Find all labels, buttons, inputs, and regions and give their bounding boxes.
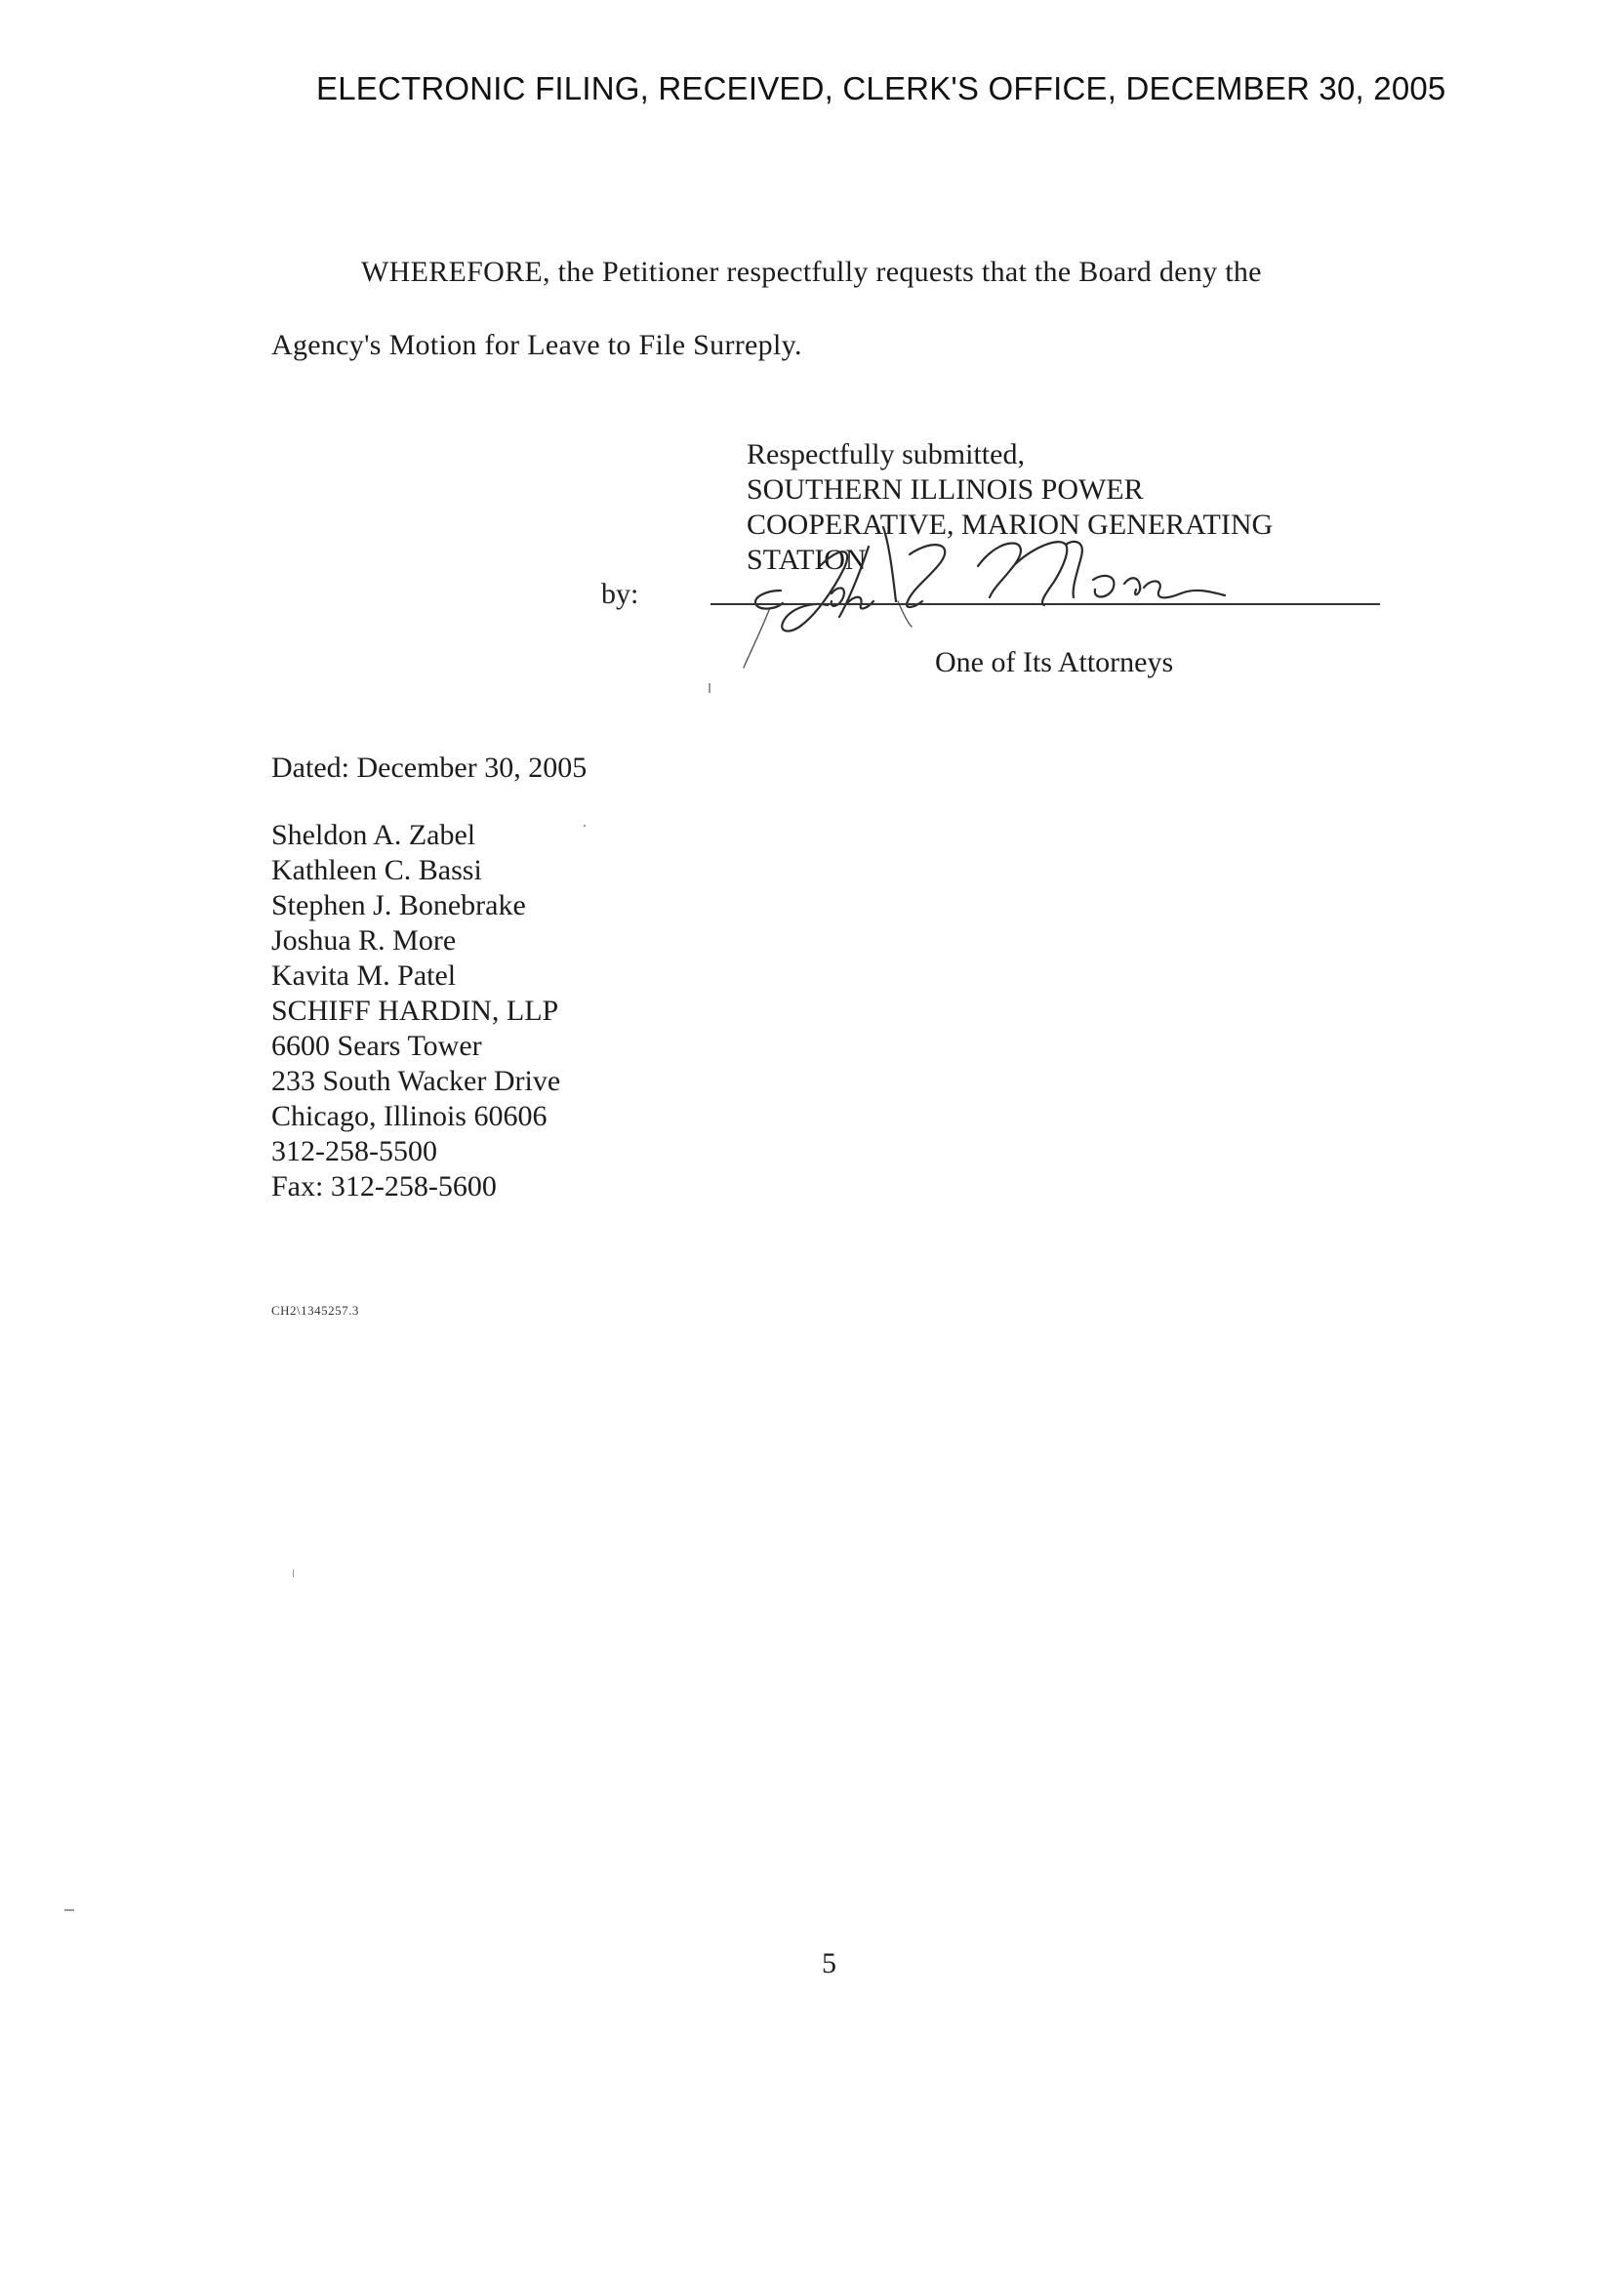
counsel-line: Sheldon A. Zabel: [271, 819, 476, 851]
counsel-line: SCHIFF HARDIN, LLP: [271, 995, 559, 1027]
counsel-line: 6600 Sears Tower: [271, 1030, 482, 1062]
closing-text: Respectfully submitted,: [747, 438, 1025, 470]
scan-speck: [64, 1909, 74, 1911]
scan-speck: [584, 825, 586, 827]
counsel-line: Kavita M. Patel: [271, 959, 457, 992]
dated-line: Dated: December 30, 2005: [271, 752, 588, 784]
wherefore-paragraph-line-1: WHEREFORE, the Petitioner respectfully requests that the Board deny the: [361, 256, 1262, 288]
wherefore-paragraph-line-2: Agency's Motion for Leave to File Surreply.: [271, 329, 802, 361]
counsel-line: Stephen J. Bonebrake: [271, 889, 526, 921]
party-name-line-3: STATION: [747, 544, 867, 576]
scan-speck: [293, 1569, 294, 1577]
counsel-address-block: [271, 818, 560, 1204]
counsel-line: 233 South Wacker Drive: [271, 1065, 561, 1097]
party-name-line-1: SOUTHERN ILLINOIS POWER: [747, 473, 1144, 506]
counsel-line: Chicago, Illinois 60606: [271, 1100, 548, 1132]
page-number: 5: [822, 1947, 836, 1979]
party-name-line-2: COOPERATIVE, MARION GENERATING: [747, 509, 1274, 541]
signer-role-text: One of Its Attorneys: [935, 646, 1174, 678]
counsel-line: 312-258-5500: [271, 1135, 437, 1167]
signature-line: [710, 603, 1380, 605]
scan-speck: [709, 683, 710, 693]
counsel-line: Fax: 312-258-5600: [271, 1170, 497, 1202]
by-label: by:: [601, 578, 639, 610]
counsel-line: Kathleen C. Bassi: [271, 854, 482, 886]
filing-stamp-header: ELECTRONIC FILING, RECEIVED, CLERK'S OFFICE, DECEMBER 30, 2005: [316, 70, 1446, 106]
counsel-line: Joshua R. More: [271, 924, 457, 957]
document-id: CH2\1345257.3: [271, 1303, 359, 1318]
